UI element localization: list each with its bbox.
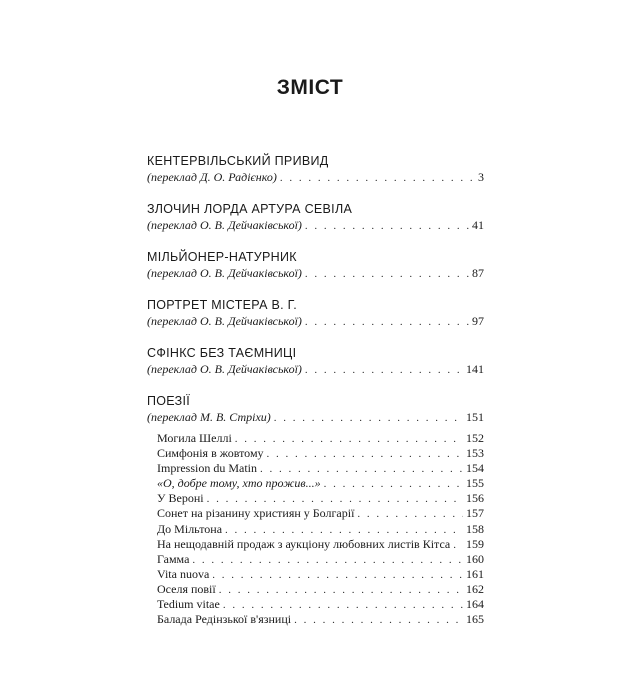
poem-page: 158 bbox=[466, 521, 484, 536]
poem-title: «О, добре тому, хто прожив...» bbox=[157, 476, 321, 491]
poem-title: Сонет на різанину християн у Болгарії bbox=[157, 506, 355, 521]
toc-entry bbox=[147, 201, 484, 234]
poem-row bbox=[157, 582, 484, 597]
entry-page: 141 bbox=[466, 362, 484, 376]
poem-row bbox=[157, 461, 484, 476]
poem-title: Vita nuova bbox=[157, 566, 210, 581]
dot-leader bbox=[207, 492, 463, 506]
poem-row bbox=[157, 431, 484, 446]
dot-leader bbox=[212, 568, 463, 582]
dot-leader bbox=[305, 362, 463, 378]
poem-page: 164 bbox=[466, 597, 484, 612]
entry-title: СФІНКС БЕЗ ТАЄМНИЦІ bbox=[147, 346, 297, 360]
dot-leader bbox=[192, 553, 463, 567]
poem-row bbox=[157, 537, 484, 552]
poem-title: Балада Редінзької в'язниці bbox=[157, 612, 292, 627]
poem-row bbox=[157, 491, 484, 506]
dot-leader bbox=[267, 447, 463, 461]
entry-translator-row bbox=[147, 217, 484, 234]
dot-leader bbox=[280, 170, 475, 186]
entry-translator: (переклад О. В. Дейчаківської) bbox=[147, 362, 302, 376]
poem-row bbox=[157, 552, 484, 567]
poem-row bbox=[157, 522, 484, 537]
poem-list bbox=[157, 431, 484, 627]
entry-page: 87 bbox=[472, 266, 484, 280]
poem-page: 155 bbox=[466, 476, 484, 491]
entry-translator-row bbox=[147, 409, 484, 426]
dot-leader bbox=[235, 432, 463, 446]
entry-translator: (переклад О. В. Дейчаківської) bbox=[147, 266, 302, 280]
poem-title: Tedium vitae bbox=[157, 597, 220, 612]
toc-entry bbox=[147, 297, 484, 330]
dot-leader bbox=[305, 266, 469, 282]
dot-leader bbox=[219, 583, 463, 597]
dot-leader bbox=[260, 462, 463, 476]
page-title: ЗМІСТ bbox=[276, 76, 344, 99]
entry-title: МІЛЬЙОНЕР-НАТУРНИК bbox=[147, 250, 297, 264]
poem-page: 154 bbox=[466, 461, 484, 476]
entry-title: ПОЕЗІЇ bbox=[147, 394, 191, 408]
entry-translator: (переклад О. В. Дейчаківської) bbox=[147, 218, 302, 232]
poem-page: 165 bbox=[466, 612, 484, 627]
entry-translator: (переклад Д. О. Радієнко) bbox=[147, 170, 277, 184]
dot-leader bbox=[274, 410, 463, 426]
poem-page: 157 bbox=[466, 506, 484, 521]
entry-translator-row bbox=[147, 313, 484, 330]
dot-leader bbox=[453, 538, 463, 552]
entry-title: ЗЛОЧИН ЛОРДА АРТУРА СЕВІЛА bbox=[147, 202, 353, 216]
toc-entry bbox=[147, 249, 484, 282]
entry-translator-row bbox=[147, 361, 484, 378]
dot-leader bbox=[357, 507, 463, 521]
poem-row bbox=[157, 612, 484, 627]
poem-row bbox=[157, 446, 484, 461]
entry-translator: (переклад О. В. Дейчаківської) bbox=[147, 314, 302, 328]
toc-list bbox=[147, 153, 484, 642]
entry-translator-row bbox=[147, 169, 484, 186]
poem-title: Гамма bbox=[157, 551, 190, 566]
dot-leader bbox=[225, 523, 463, 537]
entry-page: 97 bbox=[472, 314, 484, 328]
toc-entry bbox=[147, 393, 484, 627]
dot-leader bbox=[324, 477, 463, 491]
entry-page: 151 bbox=[466, 410, 484, 424]
dot-leader bbox=[294, 613, 463, 627]
entry-translator: (переклад М. В. Стріхи) bbox=[147, 410, 271, 424]
poem-row bbox=[157, 567, 484, 582]
dot-leader bbox=[305, 218, 469, 234]
dot-leader bbox=[223, 598, 463, 612]
toc-entry bbox=[147, 153, 484, 186]
poem-page: 153 bbox=[466, 446, 484, 461]
entry-title: ПОРТРЕТ МІСТЕРА В. Г. bbox=[147, 298, 297, 312]
poem-title: До Мільтона bbox=[157, 521, 223, 536]
poem-title: Симфонія в жовтому bbox=[157, 446, 264, 461]
poem-title: Impression du Matin bbox=[157, 461, 257, 476]
entry-page: 41 bbox=[472, 218, 484, 232]
poem-page: 161 bbox=[466, 566, 484, 581]
poem-page: 162 bbox=[466, 581, 484, 596]
poem-row bbox=[157, 506, 484, 521]
toc-entry bbox=[147, 345, 484, 378]
poem-page: 159 bbox=[466, 536, 484, 551]
poem-page: 160 bbox=[466, 551, 484, 566]
poem-title: У Вероні bbox=[157, 491, 204, 506]
poem-row bbox=[157, 597, 484, 612]
entry-translator-row bbox=[147, 265, 484, 282]
entry-page: 3 bbox=[478, 170, 484, 184]
dot-leader bbox=[305, 314, 469, 330]
poem-title: Оселя повії bbox=[157, 581, 216, 596]
poem-title: Могила Шеллі bbox=[157, 431, 232, 445]
poem-page: 152 bbox=[466, 431, 484, 445]
poem-title: На нещодавній продаж з аукціону любовних листів Кітса bbox=[157, 536, 451, 551]
entry-title: КЕНТЕРВІЛЬСЬКИЙ ПРИВИД bbox=[147, 154, 329, 168]
poem-page: 156 bbox=[466, 491, 484, 506]
poem-row bbox=[157, 476, 484, 491]
